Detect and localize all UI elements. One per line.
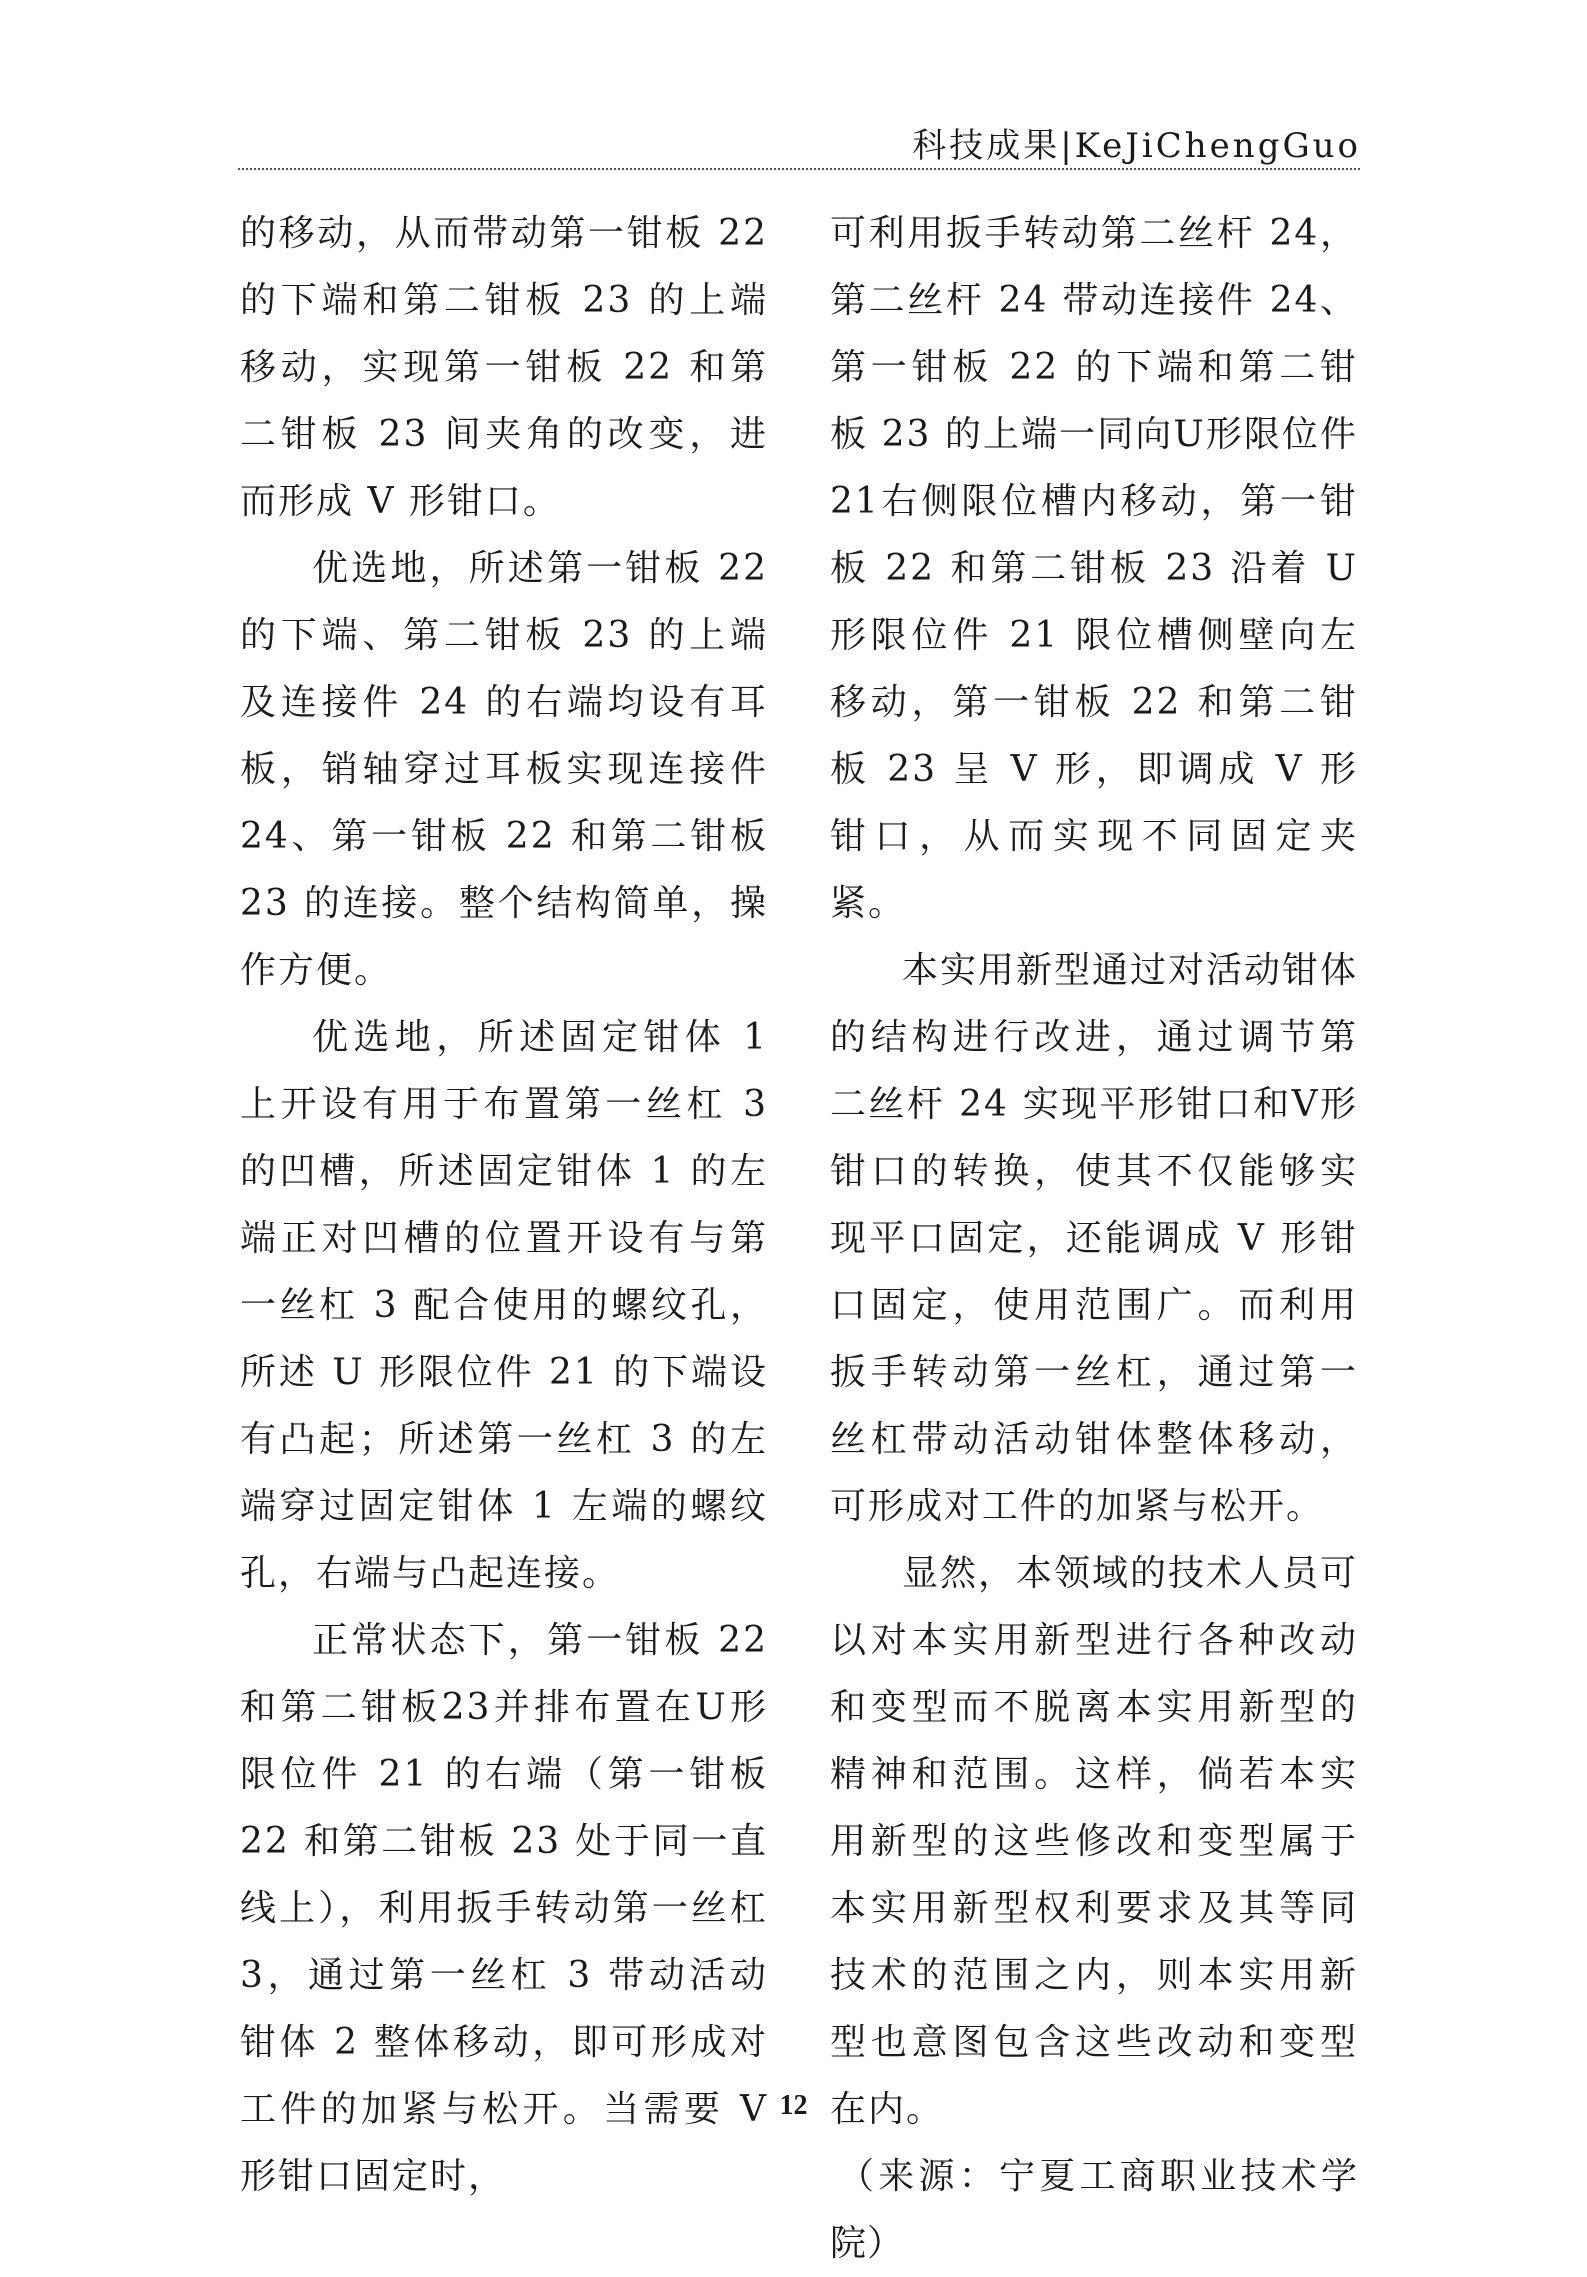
- paragraph: 的移动，从而带动第一钳板 22 的下端和第二钳板 23 的上端移动，实现第一钳板 22 和第二钳板 23 间夹角的改变，进而形成 V 形钳口。: [240, 213, 768, 522]
- paragraph: 优选地，所述第一钳板 22 的下端、第二钳板 23 的上端及连接件 24 的右端均设有耳板，销轴穿过耳板实现连接件 24、第一钳板 22 和第二钳板 23 的连接。整个结构简单，操作方便。: [240, 548, 768, 991]
- paragraph: 显然，本领域的技术人员可以对本实用新型进行各种改动和变型而不脱离本实用新型的精神和范围。这样，倘若本实用新型的这些修改和变型属于本实用新型权利要求及其等同技术的范围之内，则本实用新型也意图包含这些改动和变型在内。: [830, 1553, 1359, 2130]
- paragraph: 本实用新型通过对活动钳体的结构进行改进，通过调节第二丝杆 24 实现平形钳口和V形钳口的转换，使其不仅能够实现平口固定，还能调成 V 形钳口固定，使用范围广。而利用扳手转动第一丝杠，通过第一丝杠带动活动钳体整体移动，可形成对工件的加紧与松开。: [830, 950, 1359, 1527]
- paragraph: 正常状态下，第一钳板 22 和第二钳板23并排布置在U形限位件 21 的右端（第一钳板 22 和第二钳板 23 处于同一直线上），利用扳手转动第一丝杠 3，通过第一丝杠 3 带动活动钳体 2 整体移动，即可形成对工件的加紧与松开。当需要 V 形钳口固定时，: [240, 1620, 768, 2197]
- paragraph: 优选地，所述固定钳体 1 上开设有用于布置第一丝杠 3 的凹槽，所述固定钳体 1 的左端正对凹槽的位置开设有与第一丝杠 3 配合使用的螺纹孔，所述 U 形限位件 21 的下端设有凸起；所述第一丝杠 3 的左端穿过固定钳体 1 左端的螺纹孔，右端与凸起连接。: [240, 1017, 768, 1594]
- source-attribution: （来源：宁夏工商职业技术学院）: [830, 2156, 1358, 2264]
- left-column: [240, 200, 768, 2210]
- running-header-title: 科技成果|KeJiChengGuo: [912, 126, 1361, 166]
- right-column: [830, 200, 1358, 2277]
- page-number: 12: [779, 2090, 808, 2121]
- paragraph: 可利用扳手转动第二丝杆 24，第二丝杆 24 带动连接件 24、第一钳板 22 的下端和第二钳板 23 的上端一同向U形限位件21右侧限位槽内移动，第一钳板 22 和第二钳板 23 沿着 U 形限位件 21 限位槽侧壁向左移动，第一钳板 22 和第二钳板 23 呈 V 形，即调成 V 形钳口，从而实现不同固定夹紧。: [830, 213, 1358, 924]
- header-divider: [238, 168, 1360, 170]
